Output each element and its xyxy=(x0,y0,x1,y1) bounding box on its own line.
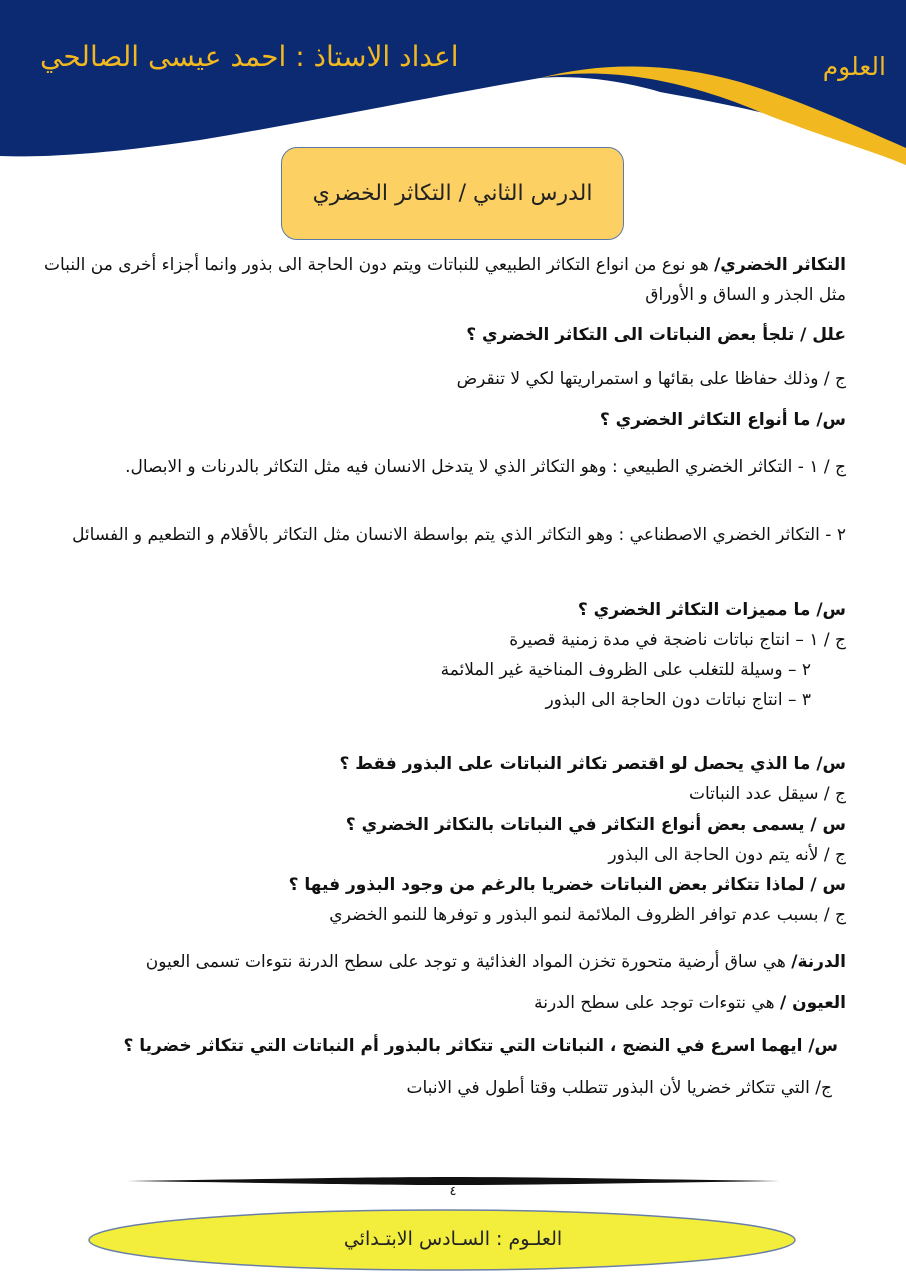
question-3: س/ ما مميزات التكاثر الخضري ؟ xyxy=(577,600,846,620)
eyes-text: هي نتوءات توجد على سطح الدرنة xyxy=(534,993,780,1013)
tuber-text: هي ساق أرضية متحورة تخزن المواد الغذائية و توجد على سطح الدرنة نتوءات تسمى العيون xyxy=(145,952,792,972)
question-2: س/ ما أنواع التكاثر الخضري ؟ xyxy=(599,410,846,430)
answer-3-2: ٢ – وسيلة للتغلب على الظروف المناخية غير الملائمة xyxy=(440,660,811,680)
answer-3-1: ج / ١ – انتاج نباتات ناضجة في مدة زمنية قصيرة xyxy=(509,630,846,650)
eyes-term: العيون / xyxy=(779,993,846,1013)
answer-7: ج/ التي تتكاثر خضريا لأن البذور تتطلب وقتا أطول في الانبات xyxy=(406,1078,832,1098)
answer-1: ج / وذلك حفاظا على بقائها و استمراريتها لكي لا تنقرض xyxy=(456,369,846,389)
question-7: س/ ايهما اسرع في النضج ، النباتات التي تتكاثر بالبذور أم النباتات التي تتكاثر خضريا ؟ xyxy=(123,1036,838,1056)
answer-2-2: ٢ - التكاثر الخضري الاصطناعي : وهو التكاثر الذي يتم بواسطة الانسان مثل التكاثر بالأقلام و التطعيم و الفسائل xyxy=(72,525,846,545)
question-5: س / يسمى بعض أنواع التكاثر في النباتات بالتكاثر الخضري ؟ xyxy=(345,815,846,835)
question-1: علل / تلجأ بعض النباتات الى التكاثر الخضري ؟ xyxy=(466,325,846,345)
author-title: اعداد الاستاذ : احمد عيسى الصالحي xyxy=(40,40,459,73)
eyes-definition xyxy=(534,993,846,1013)
tuber-term: الدرنة/ xyxy=(791,952,846,972)
answer-2-1: ج / ١ - التكاثر الخضري الطبيعي : وهو التكاثر الذي لا يتدخل الانسان فيه مثل التكاثر بالدرنات و الابصال. xyxy=(125,457,846,477)
definition-term: التكاثر الخضري/ xyxy=(714,255,846,275)
definition-paragraph xyxy=(44,250,846,310)
lesson-title: الدرس الثاني / التكاثر الخضري xyxy=(312,181,593,206)
page-number: ٤ xyxy=(449,1184,457,1199)
answer-3-3: ٣ – انتاج نباتات دون الحاجة الى البذور xyxy=(545,690,811,710)
answer-4: ج / سيقل عدد النباتات xyxy=(688,784,846,804)
answer-6: ج / بسبب عدم توافر الظروف الملائمة لنمو البذور و توفرها للنمو الخضري xyxy=(329,905,846,925)
answer-5: ج / لأنه يتم دون الحاجة الى البذور xyxy=(608,845,846,865)
definition-text: هو نوع من انواع التكاثر الطبيعي للنباتات ويتم دون الحاجة الى بذور وانما أجزاء أخرى من النبات مثل الجذر و الساق و الأوراق xyxy=(44,255,846,305)
tuber-definition xyxy=(146,952,846,972)
footer-title: العلـوم : السـادس الابتـدائي xyxy=(343,1228,563,1250)
subject-title: العلوم xyxy=(822,52,886,81)
lesson-title-box xyxy=(281,147,624,240)
question-6: س / لماذا تتكاثر بعض النباتات خضريا بالرغم من وجود البذور فيها ؟ xyxy=(288,875,846,895)
question-4: س/ ما الذي يحصل لو اقتصر تكاثر النباتات على البذور فقط ؟ xyxy=(339,754,846,774)
